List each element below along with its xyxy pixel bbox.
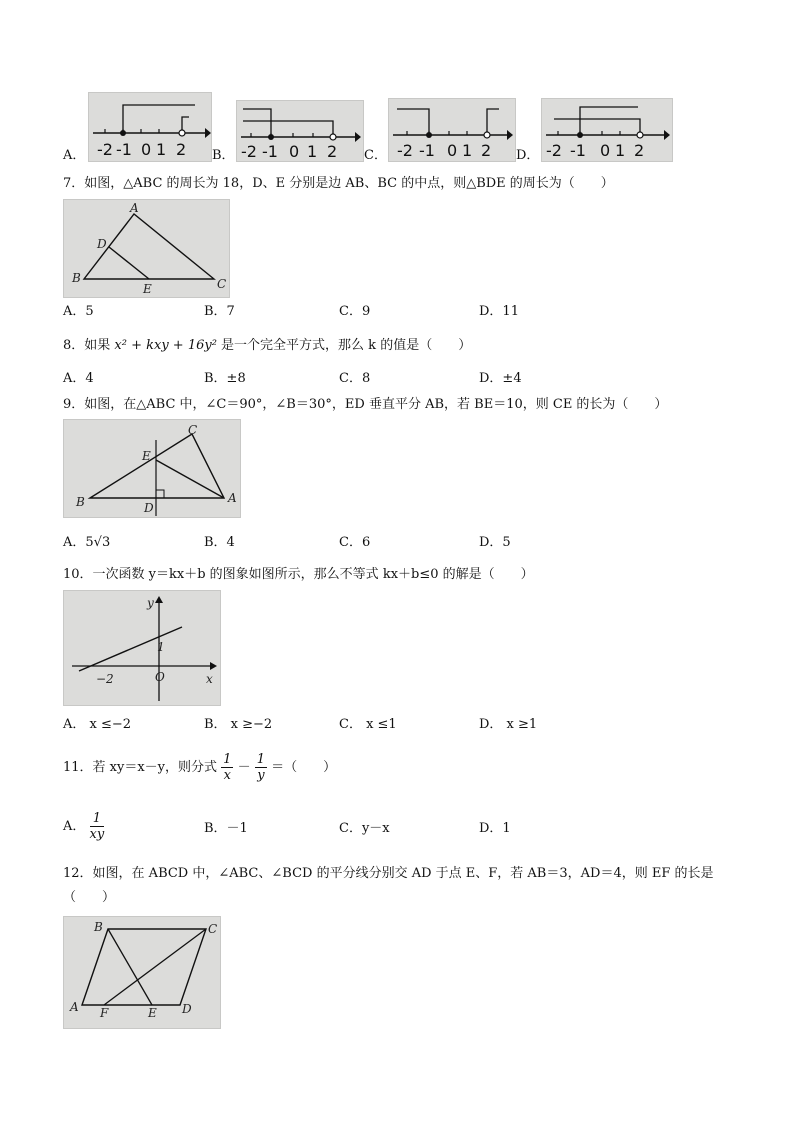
q6-option-a-figure xyxy=(88,92,212,162)
tick-label: 0 xyxy=(141,140,152,159)
label-neg-two: −2 xyxy=(96,672,114,686)
label-e: E xyxy=(148,1006,157,1020)
label-d: D xyxy=(97,237,107,251)
label-y: y xyxy=(147,596,154,610)
tick-label: -2 xyxy=(546,141,562,160)
label-a: A xyxy=(228,491,237,505)
q12-stem-line1: 12．如图，在 ABCD 中，∠ABC、∠BCD 的平分线分别交 AD 于点 E、F，若 AB＝3，AD＝4，则 EF 的长是 xyxy=(63,866,714,881)
q7-triangle-figure xyxy=(63,199,230,298)
q12-parallelogram-figure xyxy=(63,916,221,1029)
q8-stem-pre: 8．如果 xyxy=(63,338,115,353)
q6-option-a-letter: A． xyxy=(63,148,86,163)
q10-option-b: B． x ≥−2 xyxy=(204,717,273,732)
tick-label: -2 xyxy=(97,140,113,159)
label-c: C xyxy=(208,922,218,936)
label-a: A xyxy=(130,201,139,215)
label-d: D xyxy=(144,501,154,515)
tick-label: -2 xyxy=(397,141,413,160)
q6-option-b-letter: B． xyxy=(212,148,235,163)
q9-stem: 9．如图，在△ABC 中，∠C＝90°，∠B＝30°，ED 垂直平分 AB，若 BE＝10，则 CE 的长为（ ） xyxy=(63,397,668,412)
tick-label: 2 xyxy=(481,141,492,160)
q7-option-a: A．5 xyxy=(63,304,94,319)
label-one: 1 xyxy=(157,640,165,654)
q9-triangle-figure xyxy=(63,419,241,518)
tick-label: 1 xyxy=(156,140,167,159)
q11-option-a-fraction: $\frac{1}{xy}$ xyxy=(89,811,105,842)
label-c: C xyxy=(217,277,227,291)
q6-option-d-figure xyxy=(541,98,673,162)
q6-option-c-letter: C． xyxy=(364,148,387,163)
q12-stem-line2: （ ） xyxy=(63,890,116,905)
q7-option-d: D．11 xyxy=(479,304,519,319)
tick-label: 2 xyxy=(327,142,338,161)
q8-stem xyxy=(63,338,471,354)
q6-option-b-figure xyxy=(236,100,364,162)
label-e: E xyxy=(143,282,152,296)
q10-option-c: C． x ≤1 xyxy=(339,717,397,732)
label-b: B xyxy=(94,920,103,934)
q8-option-d: D．±4 xyxy=(479,371,522,386)
q11-stem xyxy=(63,752,336,784)
q11-stem-pre: 11．若 xy＝x－y，则分式 xyxy=(63,760,218,775)
tick-label: -1 xyxy=(570,141,586,160)
tick-label: -1 xyxy=(116,140,132,159)
q10-graph-figure xyxy=(63,590,221,706)
tick-label: 1 xyxy=(615,141,626,160)
q9-option-d: D．5 xyxy=(479,535,511,550)
q7-option-b: B．7 xyxy=(204,304,235,319)
tick-label: 2 xyxy=(634,141,645,160)
q11-fraction-1x: $\frac{1}{x}$ xyxy=(223,752,232,783)
q9-option-c: C．6 xyxy=(339,535,371,550)
tick-label: 2 xyxy=(176,140,187,159)
tick-label: 0 xyxy=(447,141,458,160)
tick-label: -1 xyxy=(419,141,435,160)
label-b: B xyxy=(76,495,85,509)
q11-option-b: B．－1 xyxy=(204,821,248,836)
q8-option-b: B．±8 xyxy=(204,371,246,386)
q9-option-a: A．5√3 xyxy=(63,535,111,550)
q8-stem-post: 是一个完全平方式，那么 k 的值是（ ） xyxy=(216,338,472,353)
q11-option-d: D．1 xyxy=(479,821,511,836)
label-f: F xyxy=(100,1006,109,1020)
label-e: E xyxy=(142,449,151,463)
q7-option-c: C．9 xyxy=(339,304,371,319)
label-c: C xyxy=(188,423,198,437)
q11-option-c: C．y－x xyxy=(339,821,390,836)
q9-option-b: B．4 xyxy=(204,535,235,550)
q10-option-d: D． x ≥1 xyxy=(479,717,538,732)
tick-label: -2 xyxy=(241,142,257,161)
q7-stem: 7．如图，△ABC 的周长为 18，D、E 分别是边 AB、BC 的中点，则△BDE 的周长为（ ） xyxy=(63,176,614,191)
tick-label: 1 xyxy=(307,142,318,161)
tick-label: -1 xyxy=(262,142,278,161)
label-origin: O xyxy=(155,670,165,684)
q8-expression: x² + kxy + 16y² xyxy=(114,338,217,353)
q11-minus: － xyxy=(237,760,251,775)
q10-stem: 10．一次函数 y＝kx＋b 的图象如图所示，那么不等式 kx＋b≤0 的解是（ ） xyxy=(63,567,534,582)
tick-label: 0 xyxy=(600,141,611,160)
q8-option-c: C．8 xyxy=(339,371,371,386)
label-b: B xyxy=(72,271,81,285)
tick-label: 1 xyxy=(462,141,473,160)
label-d: D xyxy=(182,1002,192,1016)
q6-option-c-figure xyxy=(388,98,516,162)
q6-option-d-letter: D． xyxy=(516,148,540,163)
tick-label: 0 xyxy=(289,142,300,161)
q11-stem-post: ＝（ ） xyxy=(271,760,337,775)
label-a: A xyxy=(70,1000,79,1014)
q11-option-a: A． $\frac{1}{xy}$ xyxy=(63,811,105,842)
label-x: x xyxy=(206,672,213,686)
q11-fraction-1y: $\frac{1}{y}$ xyxy=(256,752,266,783)
q8-option-a: A．4 xyxy=(63,371,94,386)
q10-option-a: A． x ≤−2 xyxy=(63,717,132,732)
